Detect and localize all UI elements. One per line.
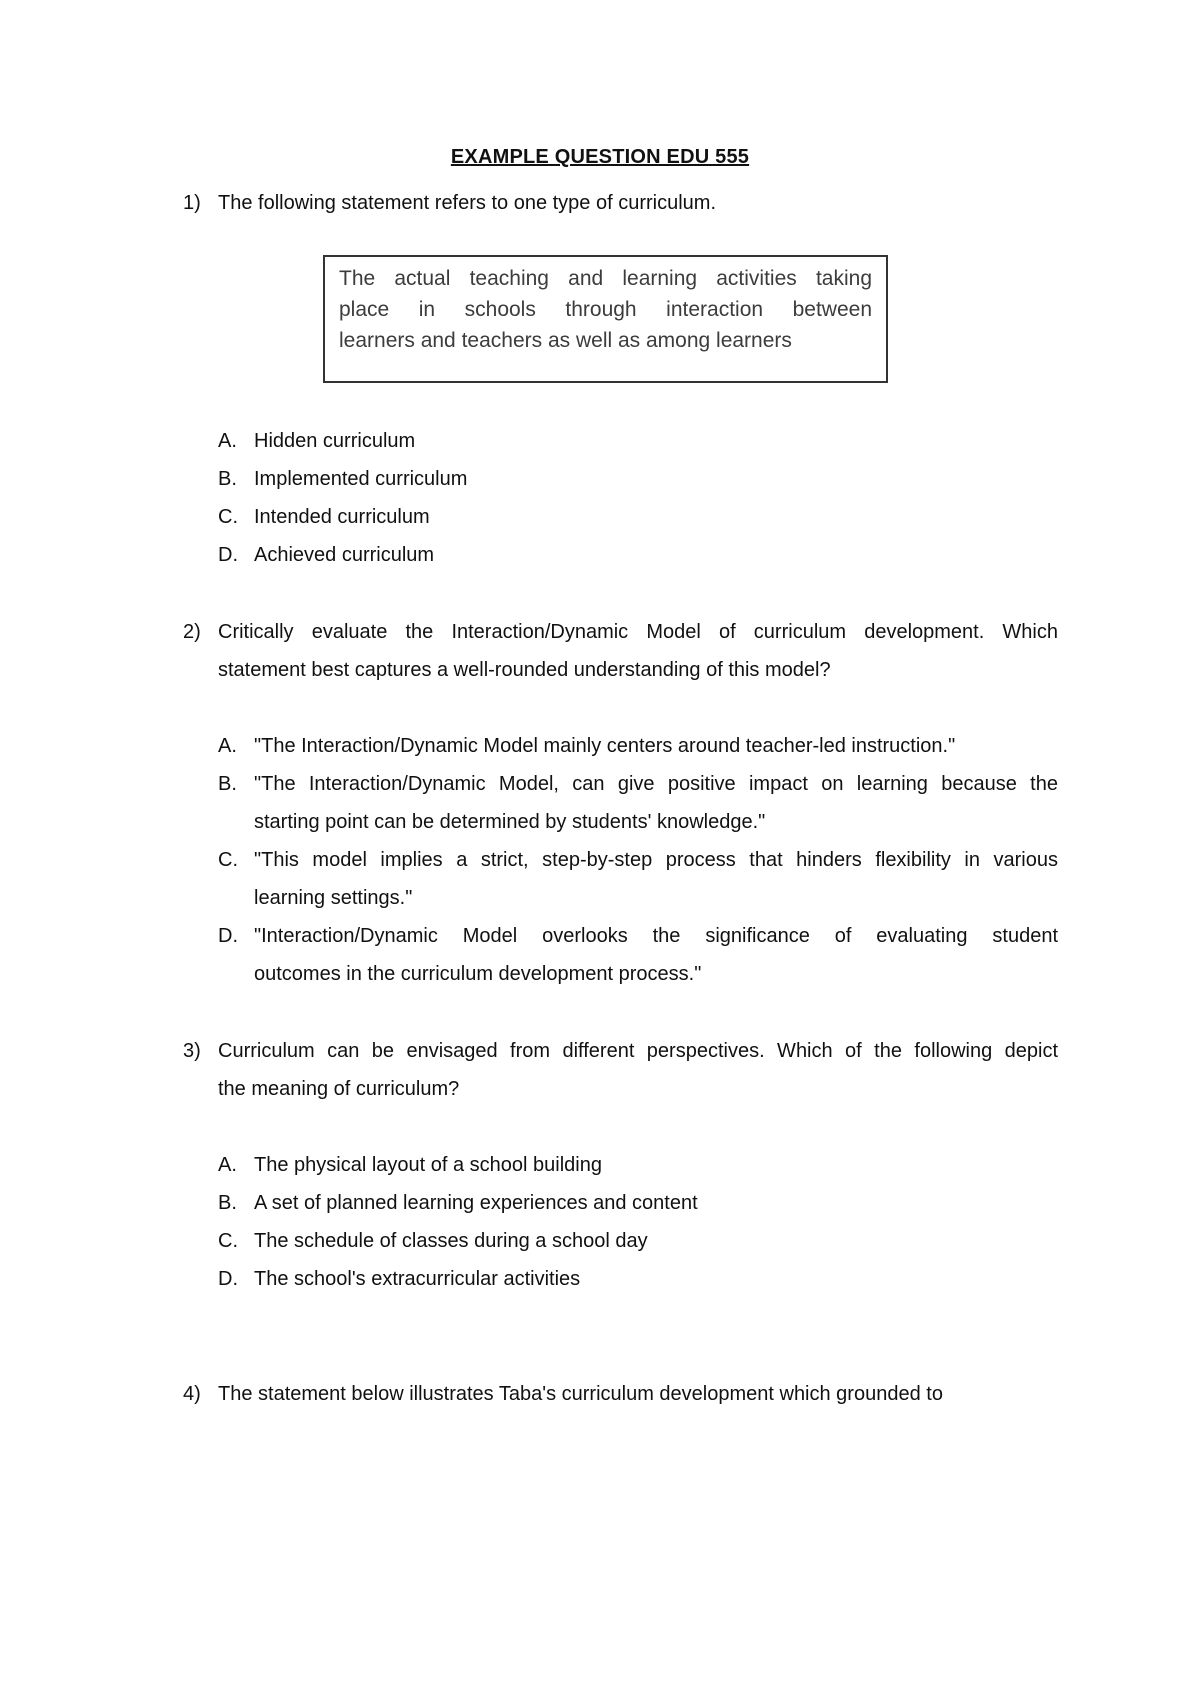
page-title: EXAMPLE QUESTION EDU 555 (450, 146, 750, 168)
option-text: "Interaction/Dynamic Model overlooks the significance of evaluating student (254, 925, 1058, 947)
option-text: Hidden curriculum (254, 430, 416, 452)
option-letter: D. (218, 925, 238, 947)
option-letter: B. (218, 1192, 237, 1214)
option-letter: C. (218, 506, 238, 528)
option-text: Achieved curriculum (254, 544, 435, 566)
option-text: The physical layout of a school building (254, 1154, 602, 1176)
option-letter: D. (218, 544, 238, 566)
statement-line: learners and teachers as well as among learners (339, 329, 792, 352)
option-letter: B. (218, 468, 237, 490)
option-text: starting point can be determined by students' knowledge." (254, 811, 766, 833)
option-text: Implemented curriculum (254, 468, 468, 490)
statement-line: The actual teaching and learning activities taking (339, 267, 872, 290)
option-letter: C. (218, 849, 238, 871)
option-text: outcomes in the curriculum development process." (254, 963, 702, 985)
question-text: Critically evaluate the Interaction/Dynamic Model of curriculum development. Which (218, 621, 1058, 643)
statement-line: place in schools through interaction between (339, 298, 872, 321)
option-letter: D. (218, 1268, 238, 1290)
option-text: Intended curriculum (254, 506, 430, 528)
option-letter: A. (218, 1154, 237, 1176)
option-letter: C. (218, 1230, 238, 1252)
question-text: The statement below illustrates Taba's curriculum development which grounded to (218, 1383, 943, 1405)
option-letter: B. (218, 773, 237, 795)
option-text: The school's extracurricular activities (254, 1268, 581, 1290)
question-text: the meaning of curriculum? (218, 1078, 460, 1100)
option-letter: A. (218, 430, 237, 452)
option-text: The schedule of classes during a school day (254, 1230, 648, 1252)
question-text: Curriculum can be envisaged from different perspectives. Which of the following depict (218, 1040, 1058, 1062)
question-number: 2) (183, 621, 201, 643)
question-text: statement best captures a well-rounded understanding of this model? (218, 659, 831, 681)
option-text: "This model implies a strict, step-by-step process that hinders flexibility in various (254, 849, 1058, 871)
option-text: "The Interaction/Dynamic Model, can give positive impact on learning because the (254, 773, 1058, 795)
option-letter: A. (218, 735, 237, 757)
question-number: 1) (183, 192, 201, 214)
option-text: "The Interaction/Dynamic Model mainly centers around teacher-led instruction." (254, 735, 956, 757)
question-number: 3) (183, 1040, 201, 1062)
option-text: learning settings." (254, 887, 413, 909)
option-text: A set of planned learning experiences and content (254, 1192, 698, 1214)
statement-box (323, 255, 888, 383)
question-number: 4) (183, 1383, 201, 1405)
question-text: The following statement refers to one type of curriculum. (218, 192, 717, 214)
